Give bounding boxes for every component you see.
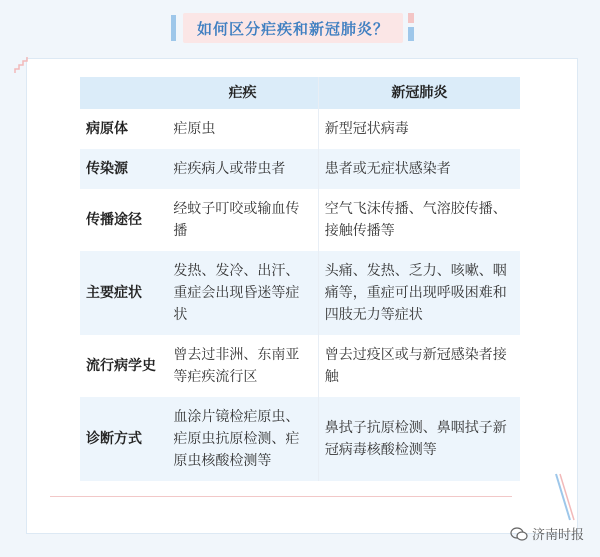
malaria-cell: 经蚊子叮咬或输血传播 (167, 189, 318, 251)
covid-cell: 曾去过疫区或与新冠感染者接触 (318, 335, 520, 397)
row-label: 主要症状 (80, 251, 167, 335)
table-row (80, 109, 520, 149)
malaria-cell: 曾去过非洲、东南亚等疟疾流行区 (167, 335, 318, 397)
title-accent-left (171, 15, 176, 41)
malaria-cell: 疟原虫 (167, 109, 318, 149)
table-header-row (80, 77, 520, 109)
covid-cell: 新型冠状病毒 (318, 109, 520, 149)
row-label: 病原体 (80, 109, 167, 149)
malaria-cell: 疟疾病人或带虫者 (167, 149, 318, 189)
header-covid: 新冠肺炎 (318, 77, 520, 109)
title-banner (171, 13, 419, 43)
covid-cell: 头痛、发热、乏力、咳嗽、咽痛等，重症可出现呼吸困难和四肢无力等症状 (318, 251, 520, 335)
pen-icon (548, 470, 578, 530)
row-label: 流行病学史 (80, 335, 167, 397)
wechat-icon (510, 526, 528, 542)
header-malaria: 疟疾 (167, 77, 318, 109)
comparison-table (80, 77, 520, 481)
title-accent-right-top (408, 13, 414, 23)
watermark (510, 524, 584, 543)
covid-cell: 患者或无症状感染者 (318, 149, 520, 189)
table-row (80, 189, 520, 251)
bottom-divider (50, 496, 512, 497)
table-row (80, 251, 520, 335)
title-accent-right-bottom (408, 27, 414, 41)
table-row (80, 335, 520, 397)
row-label: 传播途径 (80, 189, 167, 251)
page-title: 如何区分疟疾和新冠肺炎？ (183, 13, 403, 43)
covid-cell: 空气飞沫传播、气溶胶传播、接触传播等 (318, 189, 520, 251)
row-label: 传染源 (80, 149, 167, 189)
watermark-text: 济南时报 (531, 528, 584, 543)
covid-cell: 鼻拭子抗原检测、鼻咽拭子新冠病毒核酸检测等 (318, 397, 520, 481)
malaria-cell: 发热、发冷、出汗、重症会出现昏迷等症状 (167, 251, 318, 335)
corner-stairs-decoration (14, 56, 34, 74)
table-row (80, 149, 520, 189)
malaria-cell: 血涂片镜检疟原虫、疟原虫抗原检测、疟原虫核酸检测等 (167, 397, 318, 481)
row-label: 诊断方式 (80, 397, 167, 481)
table-row (80, 397, 520, 481)
header-empty (80, 77, 167, 109)
